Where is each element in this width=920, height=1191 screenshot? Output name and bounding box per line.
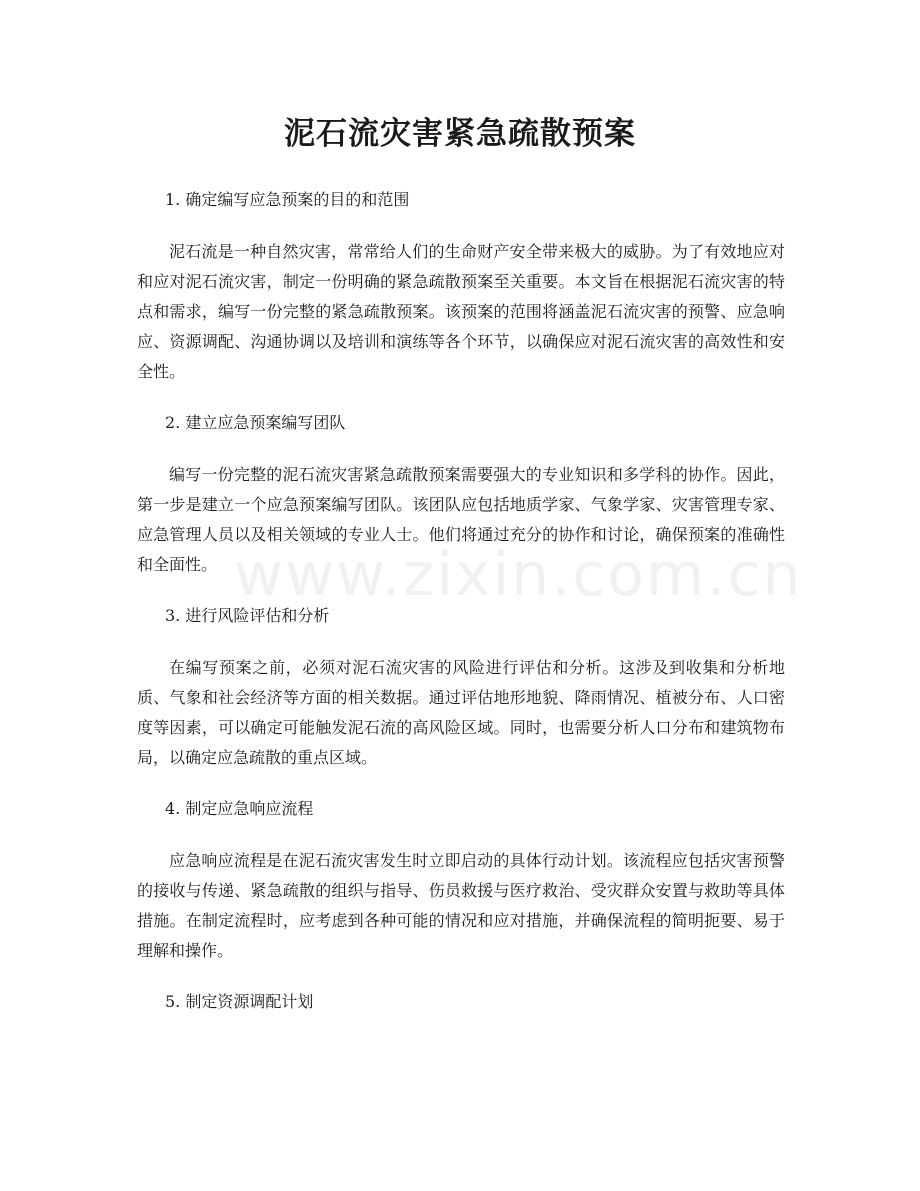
watermark: www.zixin.com.cn — [234, 540, 803, 610]
section-paragraph-2: 编写一份完整的泥石流灾害紧急疏散预案需要强大的专业知识和多学科的协作。因此，第一步是建立一个应急预案编写团队。该团队应包括地质学家、气象学家、灾害管理专家、应急管理人员以及相关领域的专业人士。他们将通过充分的协作和讨论，确保预案的准确性和全面性。 — [137, 465, 785, 574]
section-heading-5: 5. 制定资源调配计划 — [165, 992, 314, 1011]
document-title: 泥石流灾害紧急疏散预案 — [284, 116, 636, 152]
section-heading-3: 3. 进行风险评估和分析 — [165, 606, 330, 625]
section-paragraph-4: 应急响应流程是在泥石流灾害发生时立即启动的具体行动计划。该流程应包括灾害预警的接收与传递、紧急疏散的组织与指导、伤员救援与医疗救治、受灾群众安置与救助等具体措施。在制定流程时，应考虑到各种可能的情况和应对措施，并确保流程的简明扼要、易于理解和操作。 — [137, 851, 785, 960]
section-paragraph-1: 泥石流是一种自然灾害，常常给人们的生命财产安全带来极大的威胁。为了有效地应对和应对泥石流灾害，制定一份明确的紧急疏散预案至关重要。本文旨在根据泥石流灾害的特点和需求，编写一份完整的紧急疏散预案。该预案的范围将涵盖泥石流灾害的预警、应急响应、资源调配、沟通协调以及培训和演练等各个环节，以确保应对泥石流灾害的高效性和安全性。 — [137, 242, 785, 381]
section-paragraph-3: 在编写预案之前，必须对泥石流灾害的风险进行评估和分析。这涉及到收集和分析地质、气象和社会经济等方面的相关数据。通过评估地形地貌、降雨情况、植被分布、人口密度等因素，可以确定可能触发泥石流的高风险区域。同时，也需要分析人口分布和建筑物布局，以确定应急疏散的重点区域。 — [137, 658, 785, 767]
section-heading-1: 1. 确定编写应急预案的目的和范围 — [165, 190, 410, 209]
section-heading-2: 2. 建立应急预案编写团队 — [165, 413, 346, 432]
document-body — [137, 186, 785, 1039]
section-heading-4: 4. 制定应急响应流程 — [165, 799, 314, 818]
